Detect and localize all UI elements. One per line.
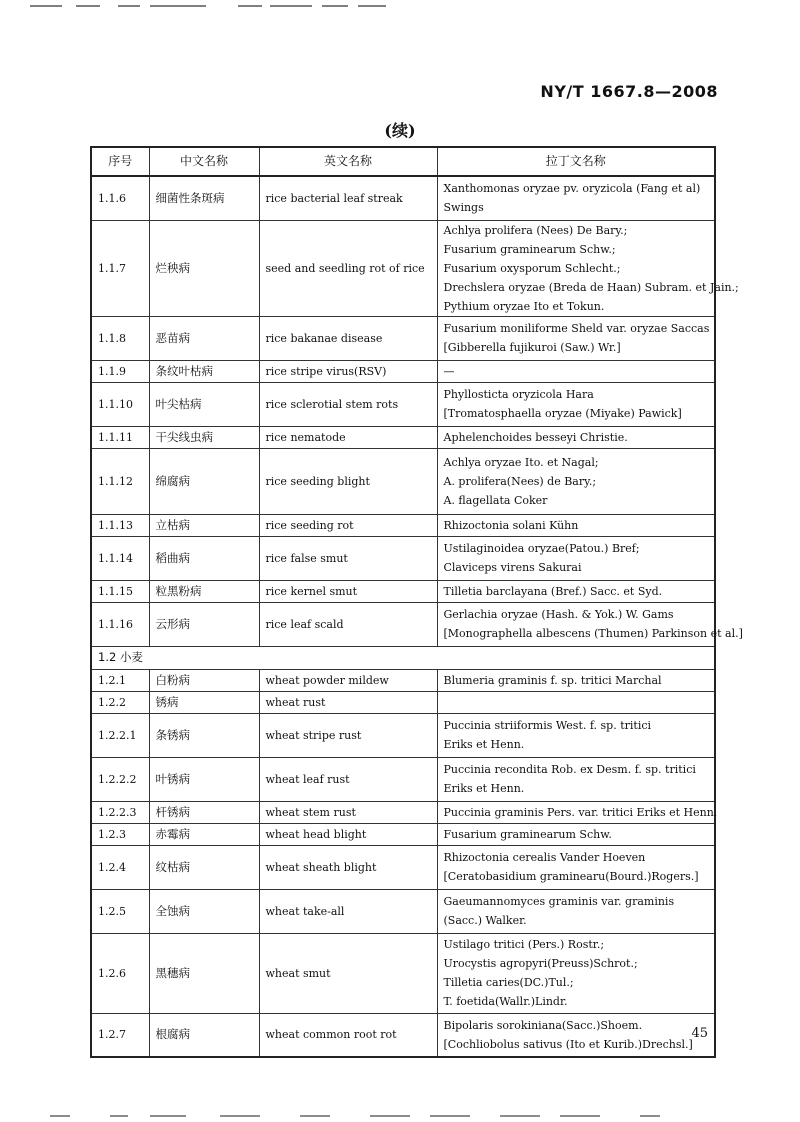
table-row: [91, 220, 715, 316]
chinese-name: 细菌性条斑病: [149, 176, 259, 220]
latin-name: [437, 580, 715, 602]
row-serial-number: 1.1.7: [91, 220, 149, 316]
table-continued-label: (续): [384, 121, 416, 140]
chinese-name: 绵腐病: [149, 448, 259, 514]
latin-name: [437, 176, 715, 220]
latin-name-line: Puccinia recondita Rob. ex Desm. f. sp. tritici: [443, 763, 696, 776]
table-row: [91, 580, 715, 602]
chinese-name: 纹枯病: [149, 845, 259, 889]
latin-name-line: Swings: [443, 201, 484, 215]
row-serial-number: 1.1.15: [91, 580, 149, 602]
table-row: [91, 602, 715, 646]
latin-name: [437, 757, 715, 801]
section-row: [91, 646, 715, 669]
english-name: wheat take-all: [259, 889, 437, 933]
table-row: [91, 514, 715, 536]
row-serial-number: 1.1.16: [91, 602, 149, 646]
latin-name-line: T. foetida(Wallr.)Lindr.: [443, 995, 568, 1008]
english-name: rice seeding rot: [259, 514, 437, 536]
chinese-name: 条锈病: [149, 713, 259, 757]
row-serial-number: 1.1.10: [91, 382, 149, 426]
table-row: [91, 691, 715, 713]
chinese-name: 叶尖枯病: [149, 382, 259, 426]
english-name: seed and seedling rot of rice: [259, 220, 437, 316]
latin-name-line: —: [443, 364, 455, 378]
chinese-name: 全蚀病: [149, 889, 259, 933]
latin-name-line: A. flagellata Coker: [443, 493, 548, 507]
table-row: [91, 536, 715, 580]
chinese-name: 干尖线虫病: [149, 426, 259, 448]
table-row: [91, 845, 715, 889]
latin-name-line: Drechslera oryzae (Breda de Haan) Subram. et Jain.;: [443, 280, 739, 294]
row-serial-number: 1.1.14: [91, 536, 149, 580]
english-name: rice seeding blight: [259, 448, 437, 514]
chinese-name: 烂秧病: [149, 220, 259, 316]
table-row: [91, 669, 715, 691]
latin-name-line: Xanthomonas oryzae pv. oryzicola (Fang et al): [443, 182, 701, 196]
table-row: [91, 426, 715, 448]
english-name: rice bacterial leaf streak: [259, 176, 437, 220]
table-row: [91, 382, 715, 426]
table-row: [91, 757, 715, 801]
table-header-row: [91, 147, 715, 176]
english-name: rice bakanae disease: [259, 316, 437, 360]
latin-name-line: Ustilaginoidea oryzae(Patou.) Bref;: [443, 542, 640, 555]
english-name: wheat stem rust: [259, 801, 437, 823]
english-name: rice sclerotial stem rots: [259, 382, 437, 426]
latin-name: [437, 426, 715, 448]
latin-name: [437, 845, 715, 889]
table-row: [91, 360, 715, 382]
standard-code: NY/T 1667.8—2008: [540, 82, 718, 101]
latin-name-line: Claviceps virens Sakurai: [443, 561, 582, 574]
latin-name-line: Pythium oryzae Ito et Tokun.: [443, 299, 605, 313]
latin-name: [437, 823, 715, 845]
row-serial-number: 1.2.5: [91, 889, 149, 933]
table-row: [91, 801, 715, 823]
latin-name-line: Rhizoctonia solani Kühn: [443, 518, 579, 532]
table-row: [91, 713, 715, 757]
english-name: wheat smut: [259, 933, 437, 1013]
chinese-name: 锈病: [149, 691, 259, 713]
latin-name-line: Rhizoctonia cerealis Vander Hoeven: [443, 851, 646, 864]
row-serial-number: 1.2.6: [91, 933, 149, 1013]
top-scan-marks: [0, 0, 800, 14]
chinese-name: 黑穗病: [149, 933, 259, 1013]
chinese-name: 稻曲病: [149, 536, 259, 580]
latin-name: [437, 602, 743, 646]
latin-name-line: Ustilago tritici (Pers.) Rostr.;: [443, 938, 605, 951]
english-name: wheat rust: [259, 691, 437, 713]
latin-name: [437, 536, 715, 580]
english-name: wheat head blight: [259, 823, 437, 845]
table-row: [91, 176, 715, 220]
table-row: [91, 448, 715, 514]
bottom-scan-marks: [0, 1108, 800, 1122]
latin-name: [437, 933, 715, 1013]
english-name: rice false smut: [259, 536, 437, 580]
latin-name-line: Achlya prolifera (Nees) De Bary.;: [443, 223, 628, 237]
latin-name-line: (Sacc.) Walker.: [443, 914, 527, 927]
latin-name-line: A. prolifera(Nees) de Bary.;: [443, 474, 597, 488]
column-header: 序号: [91, 147, 149, 176]
latin-name-line: Phyllosticta oryzicola Hara: [443, 388, 594, 401]
chinese-name: 杆锈病: [149, 801, 259, 823]
chinese-name: 白粉病: [149, 669, 259, 691]
latin-name-line: Urocystis agropyri(Preuss)Schrot.;: [443, 957, 638, 970]
table-row: [91, 1013, 715, 1057]
latin-name-line: Fusarium graminearum Schw.: [443, 827, 612, 841]
latin-name: [437, 220, 739, 316]
latin-name: [437, 691, 715, 713]
latin-name-line: Puccinia striiformis West. f. sp. tritici: [443, 719, 652, 732]
chinese-name: 根腐病: [149, 1013, 259, 1057]
chinese-name: 恶苗病: [149, 316, 259, 360]
latin-name: [437, 801, 718, 823]
latin-name-line: Fusarium oxysporum Schlecht.;: [443, 261, 621, 275]
chinese-name: 赤霉病: [149, 823, 259, 845]
chinese-name: 叶锈病: [149, 757, 259, 801]
latin-name-line: Tilletia barclayana (Bref.) Sacc. et Syd.: [443, 584, 663, 598]
latin-name-line: Blumeria graminis f. sp. tritici Marchal: [443, 673, 662, 687]
latin-name-line: [Tromatosphaella oryzae (Miyake) Pawick]: [443, 407, 682, 420]
latin-name-line: [Monographella albescens (Thumen) Parkinson et al.]: [443, 627, 743, 640]
row-serial-number: 1.2.2.1: [91, 713, 149, 757]
english-name: wheat common root rot: [259, 1013, 437, 1057]
section-heading: 1.2 小麦: [91, 646, 715, 669]
latin-name-line: Aphelenchoides besseyi Christie.: [443, 430, 628, 444]
latin-name-line: Fusarium graminearum Schw.;: [443, 242, 616, 256]
row-serial-number: 1.2.7: [91, 1013, 149, 1057]
row-serial-number: 1.2.1: [91, 669, 149, 691]
row-serial-number: 1.1.13: [91, 514, 149, 536]
english-name: wheat powder mildew: [259, 669, 437, 691]
column-header: 英文名称: [259, 147, 437, 176]
latin-name-line: Bipolaris sorokiniana(Sacc.)Shoem.: [443, 1018, 643, 1032]
row-serial-number: 1.2.2.2: [91, 757, 149, 801]
row-serial-number: 1.1.11: [91, 426, 149, 448]
latin-name: [437, 889, 715, 933]
english-name: rice stripe virus(RSV): [259, 360, 437, 382]
row-serial-number: 1.2.2.3: [91, 801, 149, 823]
chinese-name: 立枯病: [149, 514, 259, 536]
latin-name-line: [Cochliobolus sativus (Ito et Kurib.)Drechsl.]: [443, 1037, 693, 1051]
latin-name-line: Tilletia caries(DC.)Tul.;: [443, 976, 574, 989]
table-row: [91, 933, 715, 1013]
latin-name-line: [Gibberella fujikuroi (Saw.) Wr.]: [443, 341, 621, 354]
english-name: wheat sheath blight: [259, 845, 437, 889]
latin-name-line: Gerlachia oryzae (Hash. & Yok.) W. Gams: [443, 608, 674, 621]
row-serial-number: 1.1.12: [91, 448, 149, 514]
english-name: wheat leaf rust: [259, 757, 437, 801]
column-header: 拉丁文名称: [437, 147, 715, 176]
latin-name: [437, 669, 715, 691]
page-number: 45: [691, 1026, 708, 1041]
latin-name: [437, 1013, 715, 1057]
latin-name: [437, 713, 715, 757]
disease-name-table: [90, 146, 743, 1058]
latin-name-line: Eriks et Henn.: [443, 738, 525, 751]
latin-name-line: [Ceratobasidium graminearu(Bourd.)Rogers.]: [443, 870, 699, 883]
english-name: rice kernel smut: [259, 580, 437, 602]
table-row: [91, 889, 715, 933]
column-header: 中文名称: [149, 147, 259, 176]
row-serial-number: 1.1.8: [91, 316, 149, 360]
latin-name: [437, 448, 715, 514]
row-serial-number: 1.2.3: [91, 823, 149, 845]
latin-name: [437, 514, 715, 536]
english-name: rice leaf scald: [259, 602, 437, 646]
english-name: rice nematode: [259, 426, 437, 448]
row-serial-number: 1.2.2: [91, 691, 149, 713]
latin-name-line: Eriks et Henn.: [443, 782, 525, 795]
table-row: [91, 823, 715, 845]
english-name: wheat stripe rust: [259, 713, 437, 757]
latin-name-line: Puccinia graminis Pers. var. tritici Eriks et Henn.: [443, 805, 718, 819]
latin-name-line: Gaeumannomyces graminis var. graminis: [443, 895, 675, 908]
chinese-name: 粒黑粉病: [149, 580, 259, 602]
latin-name: [437, 382, 715, 426]
chinese-name: 云形病: [149, 602, 259, 646]
latin-name-line: Fusarium moniliforme Sheld var. oryzae Saccas: [443, 322, 710, 335]
table-row: [91, 316, 715, 360]
row-serial-number: 1.1.6: [91, 176, 149, 220]
latin-name: [437, 360, 715, 382]
row-serial-number: 1.2.4: [91, 845, 149, 889]
latin-name-line: Achlya oryzae Ito. et Nagal;: [443, 455, 599, 469]
row-serial-number: 1.1.9: [91, 360, 149, 382]
latin-name: [437, 316, 715, 360]
chinese-name: 条纹叶枯病: [149, 360, 259, 382]
